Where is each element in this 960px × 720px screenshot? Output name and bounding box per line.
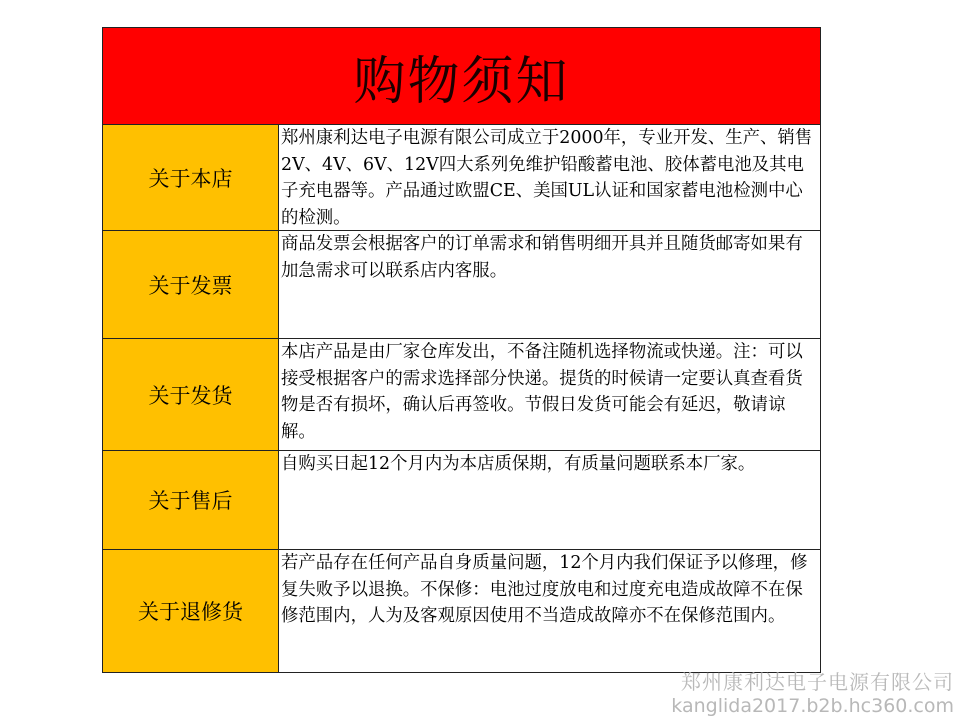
watermark-company-name: 郑州康利达电子电源有限公司 (681, 670, 954, 694)
notice-row-about-invoice (103, 231, 820, 339)
row-label: 关于退修货 (103, 550, 279, 672)
row-label: 关于发票 (103, 231, 279, 338)
company-watermark (671, 670, 954, 718)
row-text: 商品发票会根据客户的订单需求和销售明细开具并且随货邮寄如果有加急需求可以联系店内客服。 (279, 231, 820, 338)
row-label: 关于售后 (103, 451, 279, 549)
row-label: 关于本店 (103, 125, 279, 230)
row-text: 自购买日起12个月内为本店质保期，有质量问题联系本厂家。 (279, 451, 820, 549)
page-title: 购物须知 (103, 28, 820, 125)
row-label: 关于发货 (103, 339, 279, 450)
row-text: 本店产品是由厂家仓库发出，不备注随机选择物流或快递。注：可以接受根据客户的需求选择部分快递。提货的时候请一定要认真查看货物是否有损坏，确认后再签收。节假日发货可能会有延迟，敬请谅解。 (279, 339, 820, 450)
watermark-url: kanglida2017.b2b.hc360.com (671, 695, 954, 717)
notice-row-about-after-sales (103, 451, 820, 550)
shopping-notice-table (102, 27, 821, 673)
row-text: 若产品存在任何产品自身质量问题，12个月内我们保证予以修理，修复失败予以退换。不保修：电池过度放电和过度充电造成故障不在保修范围内，人为及客观原因使用不当造成故障亦不在保修范围内。 (279, 550, 820, 672)
row-text: 郑州康利达电子电源有限公司成立于2000年，专业开发、生产、销售2V、4V、6V、12V四大系列免维护铅酸蓄电池、胶体蓄电池及其电子充电器等。产品通过欧盟CE、美国UL认证和国家蓄电池检测中心的检测。 (279, 125, 820, 230)
notice-row-about-shipping (103, 339, 820, 451)
notice-row-about-store (103, 125, 820, 231)
notice-row-about-returns-repairs (103, 550, 820, 672)
